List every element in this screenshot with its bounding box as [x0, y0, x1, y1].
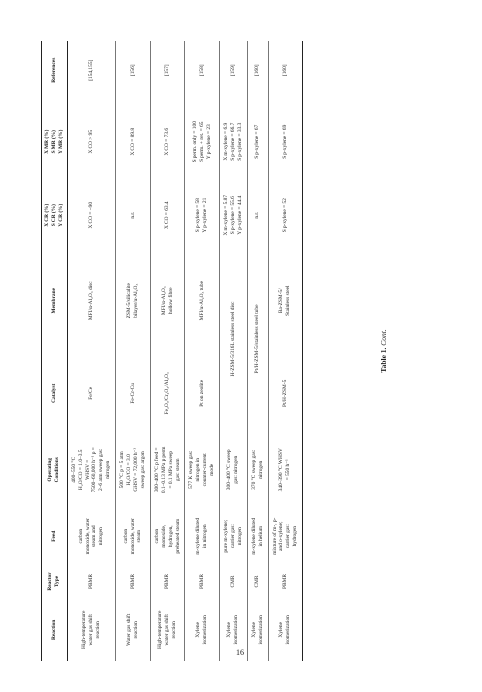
table-row [220, 41, 248, 661]
cell-reaction [268, 599, 303, 661]
cell-feed-line: carbon [77, 528, 84, 544]
cell-feed-line: nitrogen [236, 527, 243, 546]
cell-reaction-line: Xylene [195, 622, 202, 638]
cell-x-mr-line: S p-xylene = 66.7 [229, 122, 236, 161]
cell-conditions-line: 340–390 °C WHSV [278, 448, 285, 492]
header-x-mr [42, 99, 68, 184]
cell-references: [160] [247, 41, 268, 99]
cell-reactor-type: CMR [220, 564, 248, 598]
data-table [41, 41, 303, 661]
cell-conditions-line: H₂O/CO = 3.0 [126, 454, 133, 486]
cell-conditions [67, 432, 115, 508]
cell-conditions-line: mode [209, 463, 216, 476]
cell-reaction-line: reaction [94, 621, 101, 639]
cell-x-cr-line: n.r. [254, 211, 261, 219]
cell-catalyst-membrane-line: Pt/H-ZSM-5/stainless steel tube [254, 304, 261, 374]
header-catalyst: Catalyst [42, 355, 68, 431]
header-references: References [42, 41, 68, 99]
table-title [379, 41, 388, 661]
cell-conditions-line: 300–400 °C sweep [226, 449, 233, 491]
cell-conditions-line: nitrogen [105, 460, 112, 479]
cell-x-mr [185, 99, 220, 184]
header-reactor-type [42, 564, 68, 598]
cell-feed [67, 508, 115, 564]
cell-x-cr-line: Y p-xylene = 21 [202, 197, 209, 233]
cell-feed [247, 508, 268, 564]
cell-conditions-line: = 0.1 MPa sweep [167, 451, 174, 489]
cell-membrane-line: Ba-ZSM-5/ [278, 288, 285, 314]
cell-membrane [185, 246, 220, 355]
cell-x-cr-line: X CO = 63.4 [164, 201, 171, 229]
cell-reaction-line: isomerization [233, 615, 240, 645]
table-title-label: Table 1. [379, 347, 388, 373]
cell-membrane-line: ZSM-5/silicalite [126, 283, 133, 319]
cell-membrane [150, 246, 185, 355]
cell-feed-line: in nitrogen [202, 524, 209, 548]
cell-reaction-line: water gas shift [164, 614, 171, 646]
cell-feed-line: and o-xylene; [278, 521, 285, 551]
cell-membrane-line: hollow fibre [167, 287, 174, 314]
table-row [150, 41, 185, 661]
cell-conditions-line: gas: nitrogen [233, 455, 240, 484]
cell-feed [150, 508, 185, 564]
cell-x-mr-line: S p-xylene = 33.3 [236, 122, 243, 161]
cell-reaction-line: isomerization [202, 615, 209, 645]
header-x-cr-line: Y CR (%) [57, 203, 64, 227]
cell-reaction [116, 599, 151, 661]
cell-feed-line: nitrogen [98, 527, 105, 546]
table-row [268, 41, 303, 661]
cell-reaction [67, 599, 115, 661]
cell-feed-line: steam [136, 529, 143, 543]
cell-x-mr [268, 99, 303, 184]
cell-membrane-line: Stainless steel [285, 285, 292, 316]
cell-conditions-line: 2–6 atm sweep gas: [98, 448, 105, 491]
cell-feed-line: monoxide, water [129, 518, 136, 555]
cell-catalyst-line: Fe₂O₃/Cr₂O₃/Al₂O₃ [164, 372, 171, 415]
cell-x-cr-line: S p-xylene = 52 [281, 198, 288, 233]
cell-membrane-line: MFI/α-Al₂O₃ disc [87, 281, 94, 321]
cell-x-mr-line: X CO = 73.6 [164, 127, 171, 156]
cell-conditions-line: 400–550 °C [70, 456, 77, 483]
rotated-table-block [41, 41, 421, 661]
cell-reaction-line: High-temperature [81, 610, 88, 649]
cell-reactor-type: PBMR [185, 564, 220, 598]
table-row [185, 41, 220, 661]
cell-feed-line: carrier gas: [229, 524, 236, 549]
cell-x-mr [150, 99, 185, 184]
cell-conditions-line: = 550 h⁻¹ [285, 459, 292, 481]
cell-reactor-type: PBMR [67, 564, 115, 598]
cell-references: [156] [116, 41, 151, 99]
cell-catalyst-line: Fe-Cr-Cu [129, 383, 136, 404]
header-x-cr-line: S CR (%) [50, 204, 57, 227]
cell-catalyst [67, 355, 115, 431]
cell-reaction [185, 599, 220, 661]
cell-references: [157] [150, 41, 185, 99]
cell-x-cr [67, 184, 115, 246]
cell-conditions-line: counter-current [202, 453, 209, 487]
cell-x-mr-line: X CO > 95 [87, 129, 94, 154]
cell-membrane [268, 246, 303, 355]
header-conditions-line: Operating [47, 457, 54, 482]
cell-feed-line: m-xylene diluted [250, 517, 257, 555]
cell-reaction [247, 599, 268, 661]
cell-conditions-line: nitrogen in [195, 458, 202, 482]
cell-catalyst-line: Pt/H-ZSM-5 [281, 379, 288, 407]
cell-x-cr [150, 184, 185, 246]
cell-membrane-line: MFI/α-Al₂O₃ tube [198, 281, 205, 321]
cell-conditions-line: gas: steam [174, 458, 181, 482]
cell-reaction-line: water gas shift [87, 614, 94, 646]
cell-feed [185, 508, 220, 564]
cell-feed-line: carbon [153, 528, 160, 544]
cell-references: [160] [268, 41, 303, 99]
cell-reactor-type: PBMR [268, 564, 303, 598]
cell-x-cr [247, 184, 268, 246]
header-row [42, 41, 68, 661]
cell-x-cr [268, 184, 303, 246]
cell-reactor-type: PBMR [150, 564, 185, 598]
cell-membrane [67, 246, 115, 355]
cell-x-mr-line: S perm. only = 100 [191, 121, 198, 163]
table-title-suffix: Cont. [379, 329, 388, 346]
header-x-mr-line: X MR (%) [44, 129, 50, 154]
cell-conditions-line: 500 °C p = 5 atm [119, 451, 126, 489]
cell-feed-line: in helium [257, 525, 264, 547]
cell-membrane-line: MFI/α-Al₂O₃ [160, 286, 167, 316]
cell-x-mr-line: S p-xylene = 69 [281, 124, 288, 159]
cell-catalyst [116, 355, 151, 431]
cell-reactor-type: CMR [247, 564, 268, 598]
header-x-cr-line: X CR (%) [44, 203, 50, 227]
cell-feed-line: m-xylene diluted [195, 517, 202, 555]
cell-x-mr [116, 99, 151, 184]
cell-conditions-line: WHSV = [84, 459, 91, 480]
cell-reaction-line: isomerization [257, 615, 264, 645]
cell-x-mr-line: S perm. + ret. = 65 [198, 121, 205, 162]
header-reactor-type-line: Type [54, 575, 61, 588]
header-conditions [42, 432, 68, 508]
table-row [247, 41, 268, 661]
page-number: 16 [236, 648, 244, 657]
cell-reaction-line: isomerization [285, 615, 292, 645]
table-body [67, 41, 302, 661]
cell-reaction-line: High-temperature [157, 610, 164, 649]
table-row [116, 41, 151, 661]
cell-feed [268, 508, 303, 564]
cell-x-cr-line: S p-xylene = 55.6 [229, 196, 236, 235]
cell-conditions-line: 577 K sweep gas: [188, 450, 195, 489]
cell-catalyst [150, 355, 185, 431]
cell-reaction-line: Xylene [226, 622, 233, 638]
cell-x-mr [67, 99, 115, 184]
cell-conditions [185, 432, 220, 508]
cell-conditions-line: 7500–60,000 h⁻¹ p = [91, 447, 98, 493]
cell-catalyst-membrane-line: H-ZSM-5/316L stainless steel disc [229, 301, 236, 377]
cell-conditions [220, 432, 248, 508]
cell-x-cr-line: Y p-xylene = 44.4 [236, 195, 243, 235]
cell-feed-line: monoxide, [160, 524, 167, 548]
cell-x-mr-line: X m-xylene = 6.9 [223, 122, 230, 161]
cell-feed-line: hydrogen, [167, 525, 174, 548]
cell-feed-line: carrier gas: [285, 524, 292, 549]
cell-x-mr [220, 99, 248, 184]
cell-feed-line: pure m-xylene; [223, 519, 230, 553]
header-conditions-line: Conditions [54, 457, 61, 483]
cell-conditions-line: 370 °C sweep gas: [250, 449, 257, 490]
table-row [67, 41, 115, 661]
table-header [42, 41, 68, 661]
cell-conditions-line: H₂O/CO = 1.0–3.5 [77, 449, 84, 491]
cell-x-mr-line: X CO = 89.8 [129, 127, 136, 156]
cell-reaction-line: reaction [132, 621, 139, 639]
header-x-cr [42, 184, 68, 246]
cell-conditions-line: nitrogen [257, 460, 264, 479]
cell-feed-line: mixture of m-, p- [271, 517, 278, 555]
header-x-mr-line: Y MR (%) [57, 129, 64, 154]
cell-catalyst-membrane [247, 246, 268, 431]
cell-membrane-line: bilayer/α-Al₂O₃ [132, 283, 139, 318]
cell-conditions-line: 0.1–0.13 MPa p perm [160, 446, 167, 494]
header-membrane: Membrane [42, 246, 68, 355]
cell-reaction-line: Water gas shift [126, 613, 133, 646]
cell-feed-line: preheated steam [174, 518, 181, 554]
cell-feed [116, 508, 151, 564]
cell-x-mr-line: Y p-xylene = 23 [205, 124, 212, 160]
cell-references: [159] [220, 41, 248, 99]
cell-x-cr [116, 184, 151, 246]
cell-references: [158] [185, 41, 220, 99]
cell-conditions [150, 432, 185, 508]
header-feed: Feed [42, 508, 68, 564]
cell-reactor-type: PBMR [116, 564, 151, 598]
cell-conditions-line: 300–400 °C p feed = [153, 447, 160, 493]
cell-reaction-line: Xylene [250, 622, 257, 638]
cell-x-cr-line: n.r. [129, 211, 136, 219]
cell-feed-line: steam and [91, 525, 98, 548]
header-reaction: Reaction [42, 599, 68, 661]
cell-x-cr-line: X CO = ~90 [87, 201, 94, 229]
cell-reaction-line: Xylene [278, 622, 285, 638]
cell-conditions [247, 432, 268, 508]
header-x-mr-line: S MR (%) [50, 130, 57, 154]
cell-catalyst [268, 355, 303, 431]
cell-feed-line: monoxide, water [84, 518, 91, 555]
cell-reaction [150, 599, 185, 661]
cell-catalyst [185, 355, 220, 431]
cell-conditions-line: sweep gas: argon [139, 451, 146, 489]
cell-feed-line: hydrogen [292, 526, 299, 547]
cell-x-mr [247, 99, 268, 184]
cell-catalyst-membrane [220, 246, 248, 431]
cell-catalyst-line: Fe/Ce [87, 386, 94, 400]
cell-reaction-line: reaction [171, 621, 178, 639]
cell-membrane [116, 246, 151, 355]
cell-x-mr-line: S p-xylene = 67 [254, 124, 261, 159]
cell-references: [154,155] [67, 41, 115, 99]
cell-conditions [116, 432, 151, 508]
cell-feed-line: carbon [122, 528, 129, 544]
cell-conditions [268, 432, 303, 508]
cell-x-cr [220, 184, 248, 246]
cell-x-cr [185, 184, 220, 246]
cell-x-cr-line: X m-xylene = 5.87 [223, 194, 230, 236]
cell-x-cr-line: S p-xylene = 58 [195, 198, 202, 233]
cell-feed [220, 508, 248, 564]
cell-conditions-line: GHSV = 72,000 h⁻¹ [132, 447, 139, 492]
header-reactor-type-line: Reactor [47, 572, 54, 591]
cell-catalyst-line: Pt on zeolite [198, 379, 205, 407]
